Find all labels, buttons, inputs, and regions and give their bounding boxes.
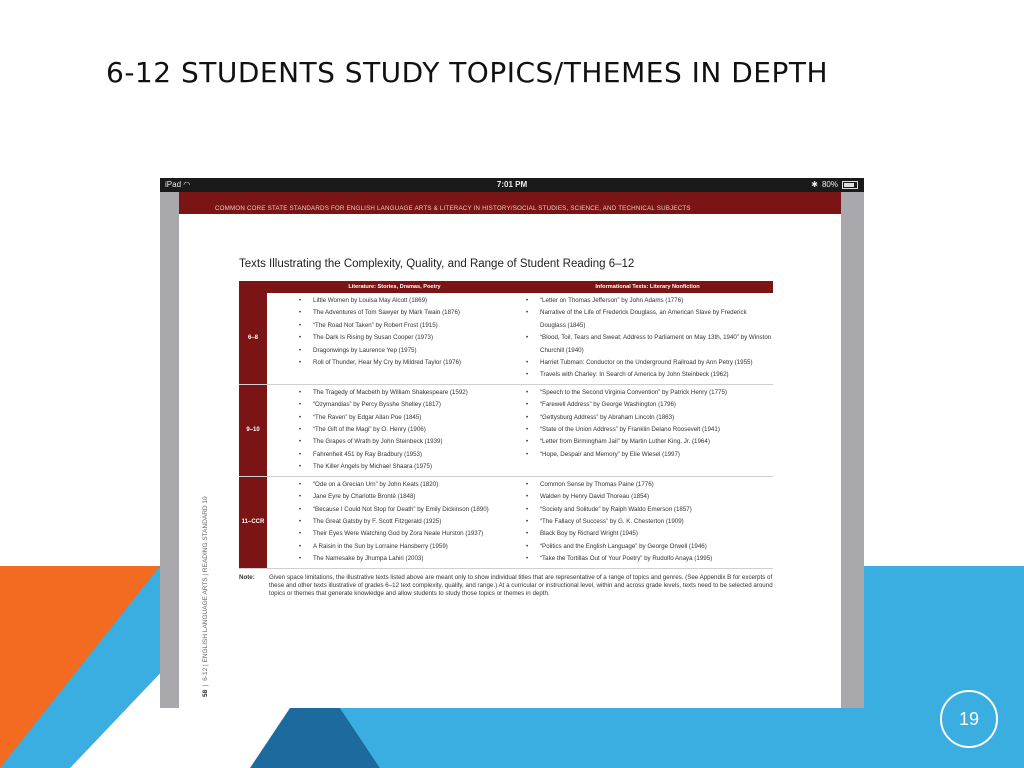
informational-list (522, 293, 773, 384)
list-item: • Harriet Tubman: Conductor on the Underground Railroad by Ann Petry (1955) (522, 357, 773, 369)
list-item: • Little Women by Louisa May Alcott (1869) (267, 295, 522, 307)
list-item: • “The Fallacy of Success” by G. K. Chesterton (1909) (522, 516, 773, 528)
grade-band-11-ccr (239, 477, 773, 569)
note-label: Note: (239, 574, 255, 581)
grade-band-9-10 (239, 385, 773, 477)
list-item: • Dragonwings by Laurence Yep (1975) (267, 345, 522, 357)
list-item: • “Hope, Despair and Memory” by Elie Wiesel (1997) (522, 449, 773, 461)
list-item: • “Gettysburg Address” by Abraham Lincoln (1863) (522, 412, 773, 424)
literature-list (267, 385, 522, 476)
list-item: • “Letter from Birmingham Jail” by Martin Luther King, Jr. (1964) (522, 436, 773, 448)
list-item: • Their Eyes Were Watching God by Zora Neale Hurston (1937) (267, 528, 522, 540)
list-item: • “Politics and the English Language” by George Orwell (1946) (522, 541, 773, 553)
ipad-screenshot (160, 178, 864, 708)
status-time: 7:01 PM (496, 180, 528, 189)
document-header-text: COMMON CORE STATE STANDARDS FOR ENGLISH LANGUAGE ARTS & LITERACY IN HISTORY/SOCIAL STUDIES, SCIENCE, AND TECHNICAL SUBJECTS (215, 205, 691, 212)
list-item: • “Society and Solitude” by Ralph Waldo Emerson (1857) (522, 504, 773, 516)
grade-band-6-8 (239, 293, 773, 385)
list-item: • The Killer Angels by Michael Shaara (1975) (267, 461, 522, 473)
list-item: • “State of the Union Address” by Franklin Delano Roosevelt (1941) (522, 424, 773, 436)
list-item: • Common Sense by Thomas Paine (1776) (522, 479, 773, 491)
ios-status-bar (160, 178, 864, 192)
list-item: • Fahrenheit 451 by Ray Bradbury (1953) (267, 449, 522, 461)
device-name: iPad (165, 180, 182, 189)
list-item: • Narrative of the Life of Frederick Douglass, an American Slave by Frederick Douglass (1845) (522, 307, 773, 332)
wifi-icon: ◠ (183, 180, 191, 189)
list-item: • The Dark Is Rising by Susan Cooper (1973) (267, 332, 522, 344)
list-item: • The Great Gatsby by F. Scott Fitzgerald (1925) (267, 516, 522, 528)
list-item: • “Because I Could Not Stop for Death” by Emily Dickinson (1890) (267, 504, 522, 516)
list-item: • The Grapes of Wrath by John Steinbeck (1939) (267, 436, 522, 448)
list-item: • Travels with Charley: In Search of America by John Steinbeck (1962) (522, 369, 773, 381)
grade-band-label: 11–CCR (239, 477, 267, 568)
list-item: • Walden by Henry David Thoreau (1854) (522, 491, 773, 503)
list-item: • “Take the Tortillas Out of Your Poetry” by Rudolfo Anaya (1995) (522, 553, 773, 565)
literature-list (267, 477, 522, 568)
header-spacer (239, 281, 267, 293)
battery-icon (842, 181, 858, 189)
slide-page-number: 19 (940, 690, 998, 748)
list-item: • The Tragedy of Macbeth by William Shakespeare (1592) (267, 387, 522, 399)
document-heading: Texts Illustrating the Complexity, Quality, and Range of Student Reading 6–12 (239, 258, 635, 270)
list-item: • Roll of Thunder, Hear My Cry by Mildred Taylor (1976) (267, 357, 522, 369)
informational-list (522, 385, 773, 476)
note-text: Given space limitations, the illustrative texts listed above are meant only to show individual titles that are representative of a range of topics and genres. (See Appendix B for excerpts of these and other texts illustrative of grades 6–12 text complexity, quality, and range.) At a curricular or instructional level, within and across grade levels, texts need to be selected around topics or themes that generate knowledge and allow students to study those topics or themes in depth. (269, 574, 773, 597)
grade-band-label: 9–10 (239, 385, 267, 476)
battery-percent: 80% (821, 180, 838, 189)
document-header (179, 192, 841, 214)
grade-band-label: 6–8 (239, 293, 267, 384)
literature-list (267, 293, 522, 384)
column-header-informational: Informational Texts: Literary Nonfiction (595, 284, 700, 290)
list-item: • Black Boy by Richard Wright (1945) (522, 528, 773, 540)
list-item: • The Namesake by Jhumpa Lahiri (2003) (267, 553, 522, 565)
document-page (179, 192, 841, 708)
bluetooth-icon: ✱ (811, 180, 818, 189)
slide-title: 6-12 STUDENTS STUDY TOPICS/THEMES IN DEPTH (106, 56, 829, 89)
side-separator: | (202, 684, 209, 687)
table-header (239, 281, 773, 293)
column-header-literature: Literature: Stories, Dramas, Poetry (348, 284, 441, 290)
list-item: • “Speech to the Second Virginia Convention” by Patrick Henry (1775) (522, 387, 773, 399)
list-item: • The Adventures of Tom Sawyer by Mark Twain (1876) (267, 307, 522, 319)
side-page-number: 58 (202, 689, 209, 697)
list-item: • “Farewell Address” by George Washington (1796) (522, 399, 773, 411)
list-item: • A Raisin in the Sun by Lorraine Hansberry (1959) (267, 541, 522, 553)
list-item: • “Blood, Toil, Tears and Sweat: Address to Parliament on May 13th, 1940” by Winston Churchill (1940) (522, 332, 773, 357)
reading-texts-table (239, 281, 773, 569)
side-label-text: 6-12 | ENGLISH LANGUAGE ARTS | READING STANDARD 10 (202, 496, 209, 681)
list-item: • “Letter on Thomas Jefferson” by John Adams (1776) (522, 295, 773, 307)
list-item: • “The Gift of the Magi” by O. Henry (1906) (267, 424, 522, 436)
list-item: • “Ode on a Grecian Urn” by John Keats (1820) (267, 479, 522, 491)
list-item: • “The Raven” by Edgar Allan Poe (1845) (267, 412, 522, 424)
list-item: • “Ozymandias” by Percy Bysshe Shelley (1817) (267, 399, 522, 411)
list-item: • Jane Eyre by Charlotte Brontë (1848) (267, 491, 522, 503)
informational-list (522, 477, 773, 568)
status-right (811, 180, 858, 189)
page-side-label (202, 496, 209, 697)
list-item: • “The Road Not Taken” by Robert Frost (1915) (267, 320, 522, 332)
document-note (239, 574, 779, 598)
